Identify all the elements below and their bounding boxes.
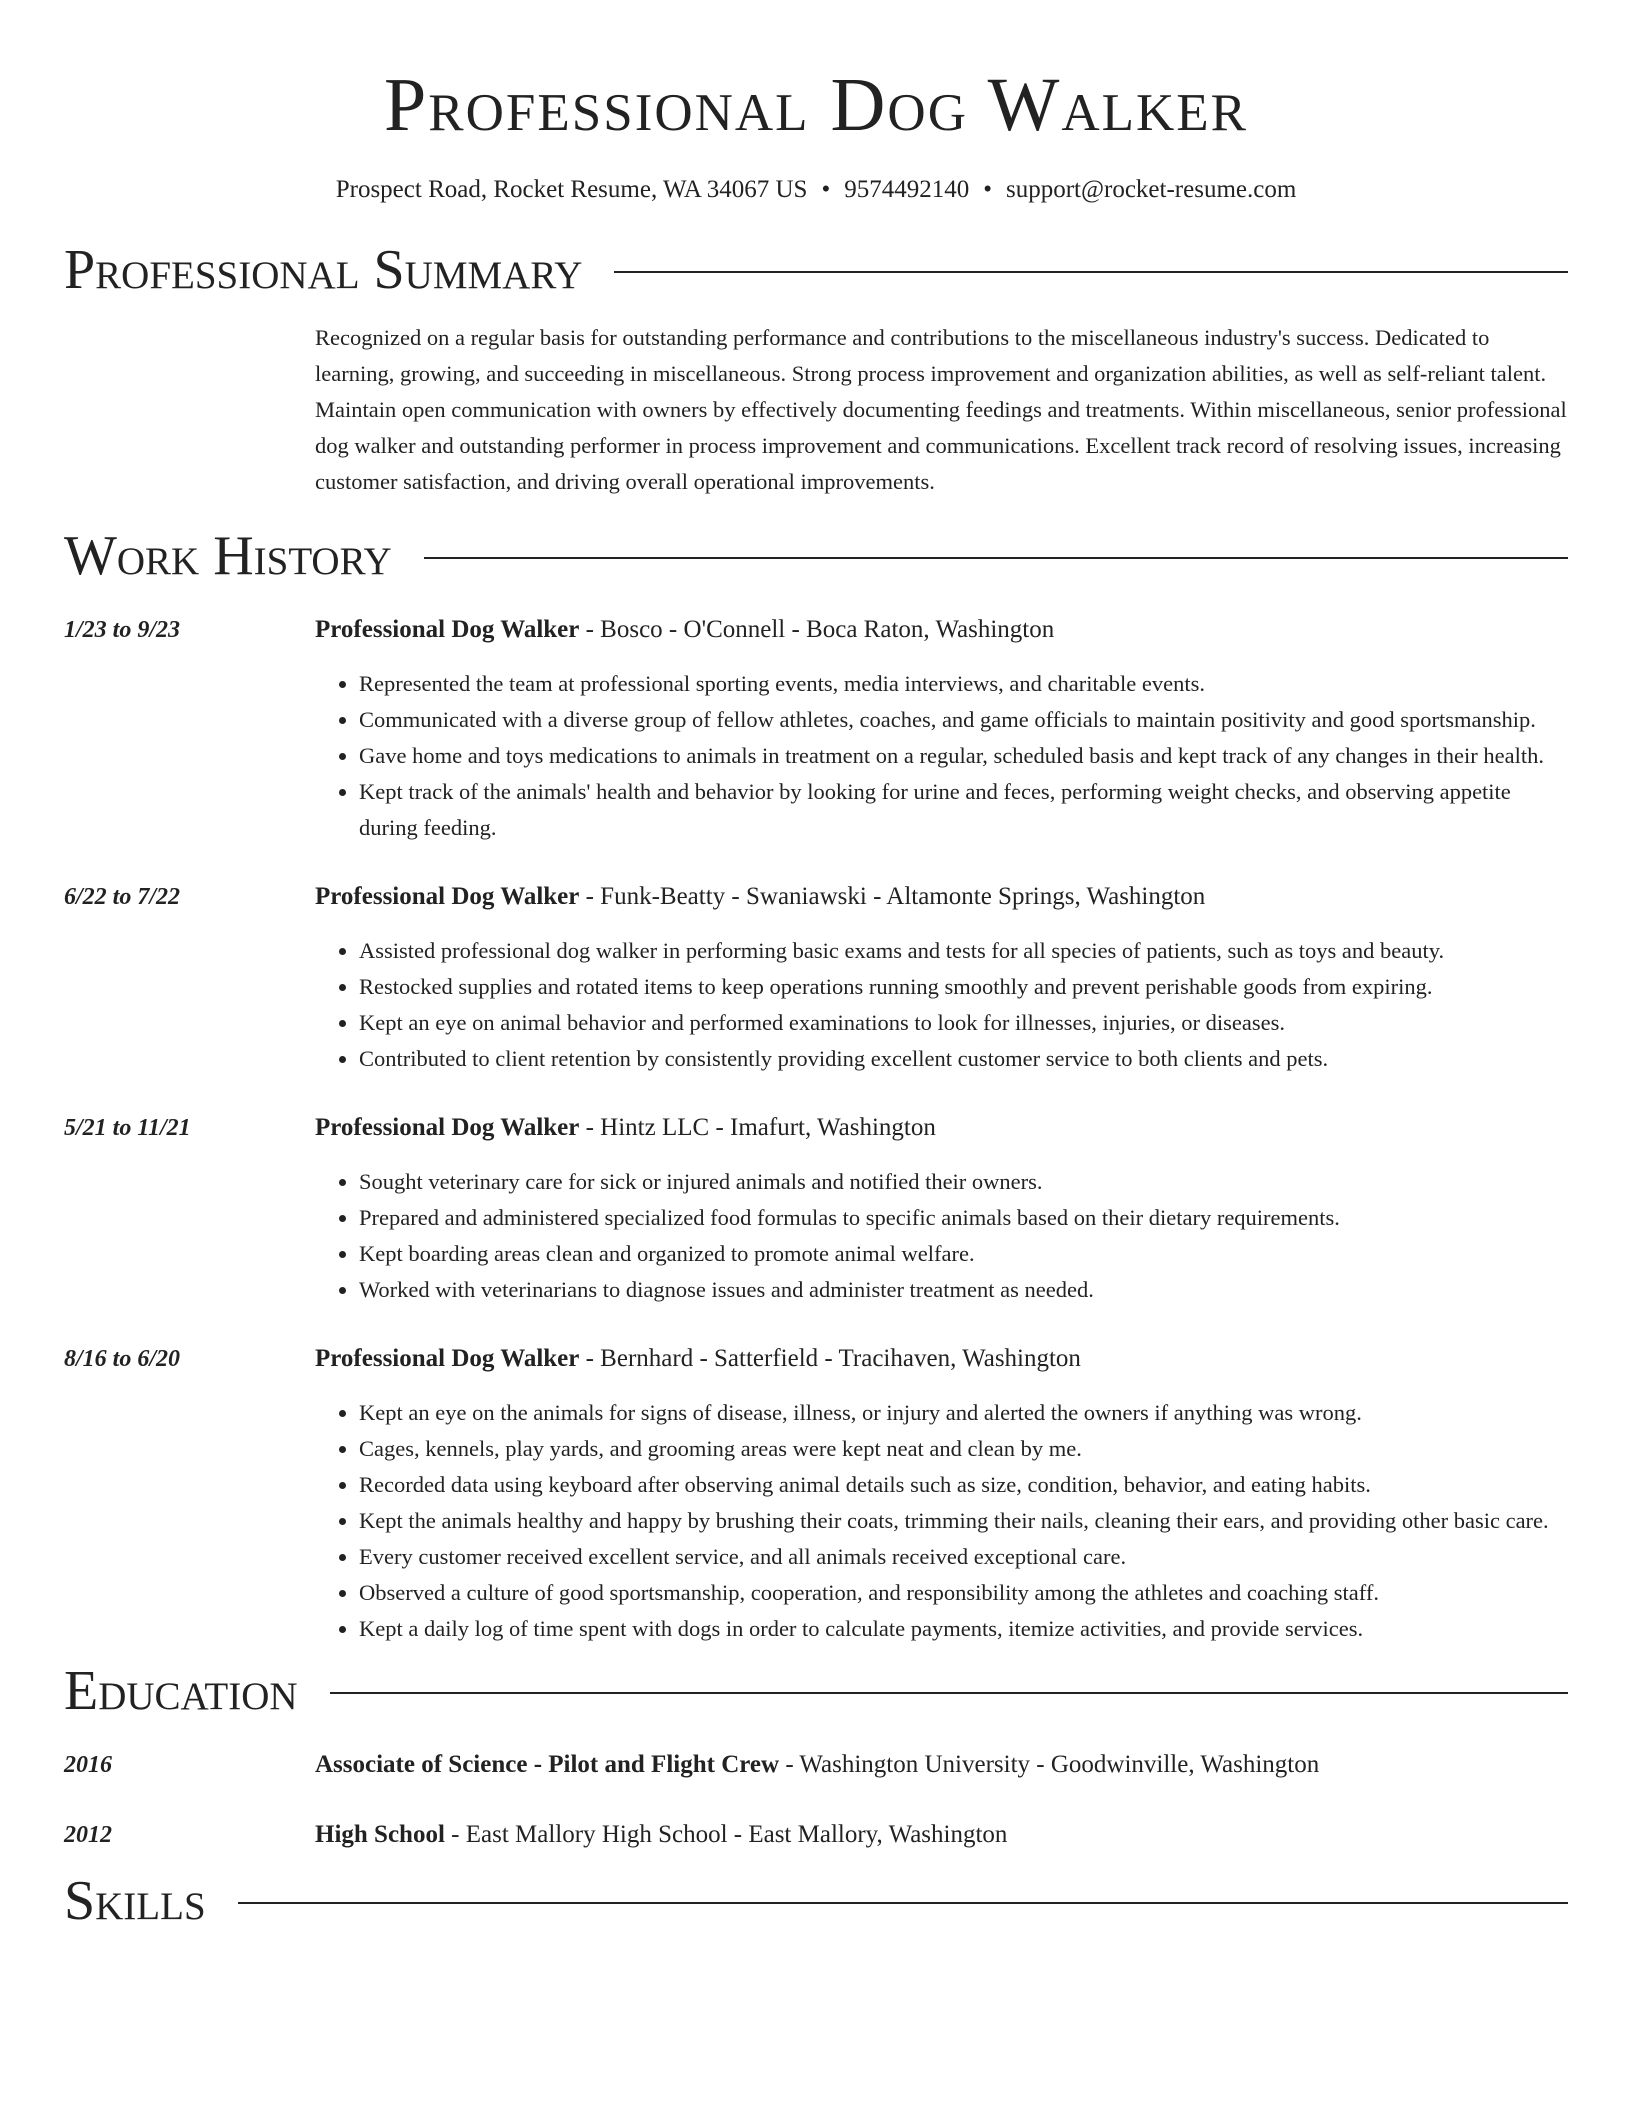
job-role: Professional Dog Walker bbox=[315, 616, 580, 643]
job-details: - Bernhard - Satterfield - Tracihaven, Washington bbox=[579, 1345, 1081, 1372]
job-date: 8/16 to 6/20 bbox=[64, 1346, 181, 1372]
skills-section-header bbox=[64, 1869, 1568, 1933]
education-degree: High School bbox=[315, 1821, 445, 1848]
work-section-header bbox=[64, 524, 1568, 588]
education-details: - Washington University - Goodwinville, Washington bbox=[779, 1751, 1320, 1778]
work-title: Work History bbox=[64, 525, 392, 587]
summary-text: Recognized on a regular basis for outstanding performance and contributions to the miscellaneous industry's success. Dedicated to learning, growing, and succeeding in miscellaneous. Strong process improvement and organization abilities, as well as self-reliant talent. Maintain open communication with owners by effectively documenting feedings and treatments. Within miscellaneous, senior professional dog walker and outstanding performer in process improvement and communications. Excellent track record of resolving issues, increasing customer satisfaction, and driving overall operational improvements. bbox=[315, 325, 1567, 494]
education-details: - East Mallory High School - East Mallory, Washington bbox=[444, 1821, 1008, 1848]
job-bullets bbox=[315, 933, 1568, 1077]
list-item: • Recorded data using keyboard after observing animal details such as size, condition, behavior, and eating habits. bbox=[359, 1467, 1568, 1503]
job-entry bbox=[64, 879, 1568, 1077]
list-item: • Kept an eye on animal behavior and performed examinations to look for illnesses, injuries, or diseases. bbox=[359, 1005, 1568, 1041]
job-bullets bbox=[315, 1395, 1568, 1647]
job-heading bbox=[315, 612, 1568, 648]
contact-address: Prospect Road, Rocket Resume, WA 34067 US bbox=[335, 176, 808, 203]
contact-email: support@rocket-resume.com bbox=[1005, 176, 1297, 203]
summary-title: Professional Summary bbox=[64, 239, 583, 301]
job-details: - Funk-Beatty - Swaniawski - Altamonte Springs, Washington bbox=[579, 883, 1206, 910]
job-body bbox=[315, 1110, 1568, 1308]
education-entry bbox=[64, 1747, 1568, 1783]
list-item: • Cages, kennels, play yards, and grooming areas were kept neat and clean by me. bbox=[359, 1431, 1568, 1467]
job-role: Professional Dog Walker bbox=[315, 883, 580, 910]
job-heading bbox=[315, 879, 1568, 915]
education-heading bbox=[315, 1747, 1568, 1783]
section-divider bbox=[330, 1692, 1568, 1694]
contact-line bbox=[64, 174, 1568, 206]
section-divider bbox=[424, 557, 1568, 559]
job-details: - Bosco - O'Connell - Boca Raton, Washington bbox=[579, 616, 1055, 643]
list-item: • Assisted professional dog walker in performing basic exams and tests for all species of patients, such as toys and beauty. bbox=[359, 933, 1568, 969]
job-heading bbox=[315, 1110, 1568, 1146]
list-item: • Kept boarding areas clean and organized to promote animal welfare. bbox=[359, 1236, 1568, 1272]
job-role: Professional Dog Walker bbox=[315, 1345, 580, 1372]
education-date: 2016 bbox=[64, 1752, 112, 1778]
education-degree: Associate of Science - Pilot and Flight Crew bbox=[315, 1751, 780, 1778]
job-role: Professional Dog Walker bbox=[315, 1114, 580, 1141]
job-body bbox=[315, 879, 1568, 1077]
job-date: 5/21 to 11/21 bbox=[64, 1115, 191, 1141]
job-date: 6/22 to 7/22 bbox=[64, 884, 181, 910]
education-body bbox=[315, 1747, 1568, 1783]
contact-phone: 9574492140 bbox=[844, 176, 970, 203]
list-item: • Communicated with a diverse group of fellow athletes, coaches, and game officials to maintain positivity and good sportsmanship. bbox=[359, 702, 1568, 738]
education-heading bbox=[315, 1817, 1568, 1853]
list-item: • Represented the team at professional sporting events, media interviews, and charitable events. bbox=[359, 666, 1568, 702]
education-section-header bbox=[64, 1659, 1568, 1723]
contact-separator: • bbox=[983, 176, 992, 203]
list-item: • Kept track of the animals' health and behavior by looking for urine and feces, performing weight checks, and observing appetite during feeding. bbox=[359, 774, 1568, 846]
education-title: Education bbox=[64, 1660, 298, 1722]
list-item: • Contributed to client retention by consistently providing excellent customer service to both clients and pets. bbox=[359, 1041, 1568, 1077]
list-item: • Observed a culture of good sportsmanship, cooperation, and responsibility among the athletes and coaching staff. bbox=[359, 1575, 1568, 1611]
list-item: • Worked with veterinarians to diagnose issues and administer treatment as needed. bbox=[359, 1272, 1568, 1308]
job-bullets bbox=[315, 1164, 1568, 1308]
list-item: • Prepared and administered specialized food formulas to specific animals based on their dietary requirements. bbox=[359, 1200, 1568, 1236]
job-body bbox=[315, 612, 1568, 846]
skills-title: Skills bbox=[64, 1870, 206, 1932]
job-entry bbox=[64, 612, 1568, 846]
education-date: 2012 bbox=[64, 1822, 112, 1848]
section-divider bbox=[614, 271, 1568, 273]
section-divider bbox=[238, 1902, 1568, 1904]
job-body bbox=[315, 1341, 1568, 1647]
list-item: • Sought veterinary care for sick or injured animals and notified their owners. bbox=[359, 1164, 1568, 1200]
contact-separator: • bbox=[821, 176, 831, 203]
education-body bbox=[315, 1817, 1568, 1853]
list-item: • Kept an eye on the animals for signs of disease, illness, or injury and alerted the owners if anything was wrong. bbox=[359, 1395, 1568, 1431]
list-item: • Gave home and toys medications to animals in treatment on a regular, scheduled basis and kept track of any changes in their health. bbox=[359, 738, 1568, 774]
list-item: • Every customer received excellent service, and all animals received exceptional care. bbox=[359, 1539, 1568, 1575]
job-entry bbox=[64, 1110, 1568, 1308]
list-item: • Kept a daily log of time spent with dogs in order to calculate payments, itemize activities, and provide services. bbox=[359, 1611, 1568, 1647]
list-item: • Kept the animals healthy and happy by brushing their coats, trimming their nails, cleaning their ears, and providing other basic care. bbox=[359, 1503, 1568, 1539]
job-heading bbox=[315, 1341, 1568, 1377]
candidate-name: Professional Dog Walker bbox=[384, 63, 1248, 147]
list-item: • Restocked supplies and rotated items to keep operations running smoothly and prevent perishable goods from expiring. bbox=[359, 969, 1568, 1005]
job-entry bbox=[64, 1341, 1568, 1647]
job-bullets bbox=[315, 666, 1568, 846]
summary-section-header bbox=[64, 238, 1568, 302]
job-date: 1/23 to 9/23 bbox=[64, 617, 181, 643]
job-details: - Hintz LLC - Imafurt, Washington bbox=[579, 1114, 936, 1141]
education-entry bbox=[64, 1817, 1568, 1853]
